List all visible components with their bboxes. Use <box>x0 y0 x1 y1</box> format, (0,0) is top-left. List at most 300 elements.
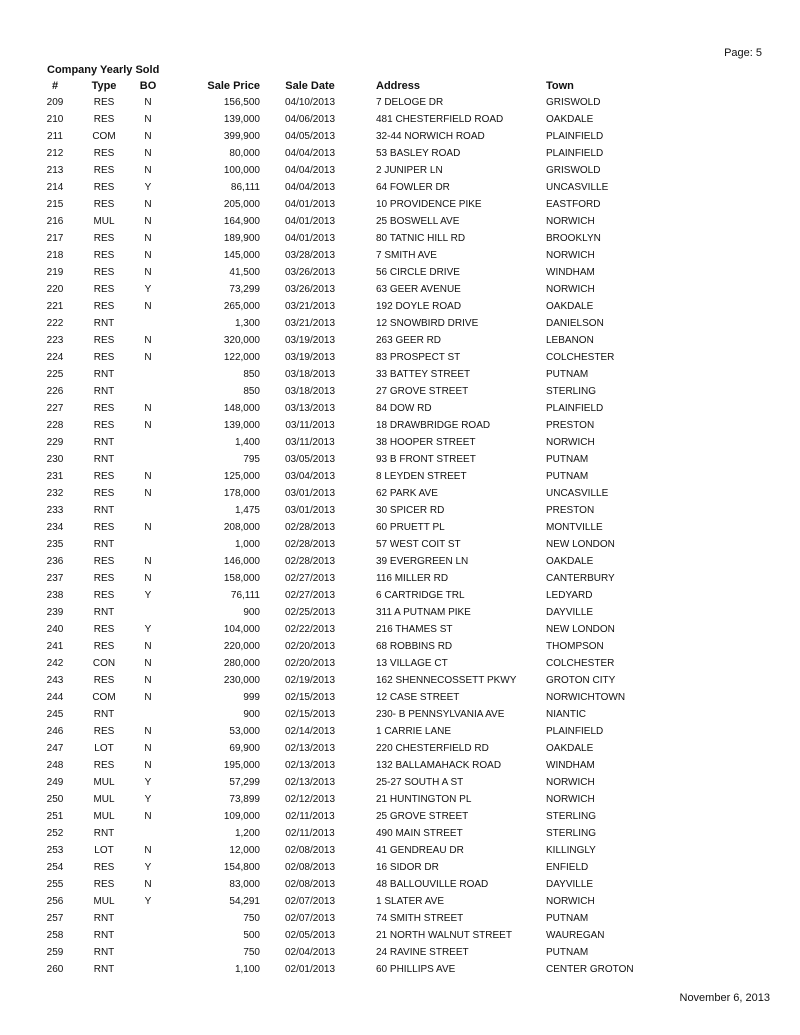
cell-number: 228 <box>46 420 64 431</box>
cell-sale-price: 220,000 <box>223 641 260 652</box>
cell-number: 250 <box>46 794 64 805</box>
cell-town: OAKDALE <box>546 301 594 312</box>
cell-sale-price: 54,291 <box>229 896 260 907</box>
cell-sale-price: 265,000 <box>223 301 260 312</box>
cell-town: STERLING <box>546 828 597 839</box>
cell-number: 238 <box>46 590 64 601</box>
col-header-sale-date: Sale Date <box>285 80 335 92</box>
table-row <box>30 536 650 553</box>
table-row <box>30 570 650 587</box>
cell-address: 116 MILLER RD <box>376 573 449 584</box>
cell-address: 12 SNOWBIRD DRIVE <box>376 318 479 329</box>
table-header-row <box>30 78 650 94</box>
cell-type: RNT <box>93 947 115 958</box>
cell-address: 48 BALLOUVILLE ROAD <box>376 879 489 890</box>
cell-sale-price: 69,900 <box>229 743 260 754</box>
sales-table <box>30 78 650 978</box>
cell-bo <box>128 383 168 400</box>
cell-town: NORWICH <box>546 437 595 448</box>
cell-type: RES <box>93 879 115 890</box>
cell-type: RES <box>93 114 115 125</box>
cell-number: 219 <box>46 267 64 278</box>
cell-address: 74 SMITH STREET <box>376 913 464 924</box>
cell-town: LEDYARD <box>546 590 593 601</box>
cell-sale-price: 41,500 <box>229 267 260 278</box>
cell-bo: Y <box>144 590 152 601</box>
cell-number: 249 <box>46 777 64 788</box>
table-row <box>30 553 650 570</box>
cell-sale-date: 02/14/2013 <box>284 726 336 737</box>
cell-sale-date: 02/28/2013 <box>284 539 336 550</box>
cell-sale-date: 04/01/2013 <box>284 216 336 227</box>
cell-type: RES <box>93 760 115 771</box>
cell-address: 25 BOSWELL AVE <box>376 216 460 227</box>
cell-sale-price: 145,000 <box>223 250 260 261</box>
cell-bo <box>128 366 168 383</box>
cell-address: 60 PRUETT PL <box>376 522 445 533</box>
cell-town: WAUREGAN <box>546 930 605 941</box>
cell-sale-date: 03/21/2013 <box>284 318 336 329</box>
cell-sale-price: 500 <box>243 930 260 941</box>
cell-type: RES <box>93 233 115 244</box>
cell-bo <box>128 536 168 553</box>
table-row <box>30 893 650 910</box>
cell-address: 24 RAVINE STREET <box>376 947 469 958</box>
cell-number: 216 <box>46 216 64 227</box>
cell-sale-price: 205,000 <box>223 199 260 210</box>
cell-sale-price: 53,000 <box>229 726 260 737</box>
cell-town: KILLINGLY <box>546 845 596 856</box>
cell-bo <box>128 825 168 842</box>
cell-sale-price: 750 <box>243 913 260 924</box>
cell-sale-date: 03/13/2013 <box>284 403 336 414</box>
cell-sale-date: 03/19/2013 <box>284 352 336 363</box>
cell-number: 212 <box>46 148 64 159</box>
cell-sale-price: 1,400 <box>234 437 260 448</box>
table-row <box>30 961 650 978</box>
cell-sale-date: 03/21/2013 <box>284 301 336 312</box>
cell-sale-date: 03/18/2013 <box>284 369 336 380</box>
cell-type: MUL <box>93 811 115 822</box>
cell-sale-price: 178,000 <box>223 488 260 499</box>
table-row <box>30 315 650 332</box>
cell-type: RES <box>93 420 115 431</box>
cell-address: 230- B PENNSYLVANIA AVE <box>376 709 505 720</box>
cell-type: COM <box>92 692 116 703</box>
cell-town: UNCASVILLE <box>546 182 609 193</box>
cell-bo: N <box>144 743 152 754</box>
cell-bo: N <box>144 573 152 584</box>
cell-bo: N <box>144 131 152 142</box>
cell-number: 254 <box>46 862 64 873</box>
cell-number: 258 <box>46 930 64 941</box>
cell-type: RNT <box>93 607 115 618</box>
cell-number: 233 <box>46 505 64 516</box>
cell-address: 56 CIRCLE DRIVE <box>376 267 460 278</box>
cell-bo: N <box>144 879 152 890</box>
cell-address: 41 GENDREAU DR <box>376 845 464 856</box>
cell-number: 251 <box>46 811 64 822</box>
cell-bo <box>128 927 168 944</box>
table-row <box>30 910 650 927</box>
cell-town: DAYVILLE <box>546 607 594 618</box>
cell-type: RNT <box>93 437 115 448</box>
cell-town: PUTNAM <box>546 471 589 482</box>
cell-sale-date: 02/15/2013 <box>284 692 336 703</box>
cell-bo: N <box>144 233 152 244</box>
cell-town: NORWICH <box>546 794 595 805</box>
report-title: Company Yearly Sold <box>47 64 160 76</box>
cell-address: 83 PROSPECT ST <box>376 352 461 363</box>
cell-type: RES <box>93 199 115 210</box>
cell-sale-date: 03/11/2013 <box>285 420 335 431</box>
cell-bo: N <box>144 301 152 312</box>
table-row <box>30 774 650 791</box>
table-row <box>30 502 650 519</box>
cell-type: RES <box>93 335 115 346</box>
cell-number: 236 <box>46 556 64 567</box>
cell-bo: N <box>144 335 152 346</box>
cell-sale-date: 02/20/2013 <box>284 641 336 652</box>
cell-type: RES <box>93 624 115 635</box>
cell-bo: N <box>144 556 152 567</box>
cell-town: BROOKLYN <box>546 233 601 244</box>
cell-sale-date: 03/11/2013 <box>285 437 335 448</box>
cell-town: PUTNAM <box>546 454 589 465</box>
cell-town: WINDHAM <box>546 267 595 278</box>
cell-town: PUTNAM <box>546 913 589 924</box>
cell-bo: N <box>144 692 152 703</box>
cell-type: LOT <box>94 845 114 856</box>
cell-sale-price: 125,000 <box>223 471 260 482</box>
cell-number: 222 <box>46 318 64 329</box>
cell-sale-date: 02/05/2013 <box>284 930 336 941</box>
cell-town: PLAINFIELD <box>546 726 604 737</box>
cell-address: 490 MAIN STREET <box>376 828 463 839</box>
cell-sale-price: 1,100 <box>234 964 260 975</box>
cell-address: 7 DELOGE DR <box>376 97 444 108</box>
cell-sale-date: 02/08/2013 <box>284 879 336 890</box>
cell-town: COLCHESTER <box>546 658 615 669</box>
table-row <box>30 655 650 672</box>
col-header-type: Type <box>91 80 117 92</box>
cell-bo: N <box>144 641 152 652</box>
table-row <box>30 757 650 774</box>
cell-sale-date: 03/26/2013 <box>284 267 336 278</box>
cell-number: 231 <box>46 471 64 482</box>
cell-town: NORWICH <box>546 777 595 788</box>
cell-address: 27 GROVE STREET <box>376 386 469 397</box>
cell-bo: Y <box>144 777 152 788</box>
cell-type: RES <box>93 556 115 567</box>
cell-sale-date: 03/19/2013 <box>284 335 336 346</box>
table-row <box>30 298 650 315</box>
cell-sale-price: 156,500 <box>223 97 260 108</box>
cell-sale-date: 04/01/2013 <box>284 233 336 244</box>
table-row <box>30 366 650 383</box>
cell-bo: Y <box>144 862 152 873</box>
cell-sale-price: 12,000 <box>229 845 260 856</box>
cell-address: 220 CHESTERFIELD RD <box>376 743 489 754</box>
cell-bo: N <box>144 199 152 210</box>
table-row <box>30 621 650 638</box>
cell-type: RES <box>93 641 115 652</box>
cell-number: 248 <box>46 760 64 771</box>
cell-address: 60 PHILLIPS AVE <box>376 964 456 975</box>
cell-number: 243 <box>46 675 64 686</box>
cell-number: 253 <box>46 845 64 856</box>
cell-number: 239 <box>46 607 64 618</box>
col-header-bo: BO <box>139 80 157 92</box>
cell-sale-date: 04/04/2013 <box>284 182 336 193</box>
cell-sale-date: 02/04/2013 <box>284 947 336 958</box>
table-row <box>30 485 650 502</box>
cell-town: UNCASVILLE <box>546 488 609 499</box>
cell-sale-date: 04/01/2013 <box>284 199 336 210</box>
cell-type: RNT <box>93 539 115 550</box>
cell-sale-price: 109,000 <box>223 811 260 822</box>
cell-sale-price: 280,000 <box>223 658 260 669</box>
cell-town: ENFIELD <box>546 862 589 873</box>
cell-sale-date: 04/04/2013 <box>284 165 336 176</box>
cell-sale-price: 158,000 <box>223 573 260 584</box>
cell-type: RES <box>93 522 115 533</box>
cell-town: NORWICH <box>546 250 595 261</box>
cell-bo: N <box>144 165 152 176</box>
cell-sale-date: 02/12/2013 <box>284 794 336 805</box>
cell-number: 235 <box>46 539 64 550</box>
table-row <box>30 179 650 196</box>
cell-number: 230 <box>46 454 64 465</box>
col-header-number: # <box>51 80 59 92</box>
cell-bo <box>128 706 168 723</box>
cell-town: DANIELSON <box>546 318 604 329</box>
cell-number: 244 <box>46 692 64 703</box>
table-row <box>30 196 650 213</box>
cell-sale-date: 03/28/2013 <box>284 250 336 261</box>
cell-bo <box>128 604 168 621</box>
cell-sale-price: 189,900 <box>223 233 260 244</box>
cell-address: 21 HUNTINGTON PL <box>376 794 472 805</box>
cell-bo: Y <box>144 896 152 907</box>
cell-type: RES <box>93 590 115 601</box>
cell-type: RES <box>93 148 115 159</box>
cell-type: RNT <box>93 369 115 380</box>
cell-sale-price: 850 <box>243 386 260 397</box>
cell-town: PRESTON <box>546 505 595 516</box>
cell-town: LEBANON <box>546 335 594 346</box>
cell-sale-date: 03/01/2013 <box>284 488 336 499</box>
cell-type: RNT <box>93 913 115 924</box>
cell-bo: N <box>144 522 152 533</box>
cell-sale-date: 03/01/2013 <box>284 505 336 516</box>
cell-address: 25-27 SOUTH A ST <box>376 777 464 788</box>
table-row <box>30 808 650 825</box>
cell-address: 311 A PUTNAM PIKE <box>376 607 471 618</box>
table-row <box>30 876 650 893</box>
cell-sale-date: 04/06/2013 <box>284 114 336 125</box>
cell-type: RES <box>93 250 115 261</box>
cell-number: 218 <box>46 250 64 261</box>
cell-sale-date: 03/18/2013 <box>284 386 336 397</box>
col-header-town: Town <box>546 80 574 92</box>
table-row <box>30 111 650 128</box>
cell-town: NORWICHTOWN <box>546 692 626 703</box>
cell-number: 229 <box>46 437 64 448</box>
cell-sale-date: 02/07/2013 <box>284 896 336 907</box>
cell-number: 240 <box>46 624 64 635</box>
cell-town: NORWICH <box>546 896 595 907</box>
table-row <box>30 128 650 145</box>
cell-bo: N <box>144 811 152 822</box>
cell-number: 241 <box>46 641 64 652</box>
cell-address: 132 BALLAMAHACK ROAD <box>376 760 502 771</box>
cell-bo: N <box>144 488 152 499</box>
table-row <box>30 927 650 944</box>
table-row <box>30 230 650 247</box>
cell-address: 18 DRAWBRIDGE ROAD <box>376 420 491 431</box>
cell-town: WINDHAM <box>546 760 595 771</box>
cell-sale-price: 1,300 <box>234 318 260 329</box>
cell-town: NORWICH <box>546 216 595 227</box>
table-row <box>30 689 650 706</box>
cell-number: 226 <box>46 386 64 397</box>
table-row <box>30 247 650 264</box>
cell-sale-date: 02/11/2013 <box>285 811 335 822</box>
cell-sale-date: 02/01/2013 <box>284 964 336 975</box>
cell-address: 263 GEER RD <box>376 335 442 346</box>
cell-sale-date: 02/13/2013 <box>284 760 336 771</box>
cell-number: 220 <box>46 284 64 295</box>
cell-type: RNT <box>93 454 115 465</box>
table-row <box>30 162 650 179</box>
cell-sale-date: 03/26/2013 <box>284 284 336 295</box>
cell-bo <box>128 502 168 519</box>
table-row <box>30 213 650 230</box>
cell-number: 213 <box>46 165 64 176</box>
cell-number: 256 <box>46 896 64 907</box>
cell-address: 481 CHESTERFIELD ROAD <box>376 114 504 125</box>
cell-sale-date: 02/27/2013 <box>284 590 336 601</box>
cell-sale-price: 146,000 <box>223 556 260 567</box>
cell-type: RES <box>93 675 115 686</box>
cell-type: RNT <box>93 505 115 516</box>
cell-address: 6 CARTRIDGE TRL <box>376 590 465 601</box>
cell-sale-price: 999 <box>243 692 260 703</box>
cell-address: 39 EVERGREEN LN <box>376 556 469 567</box>
cell-sale-price: 164,900 <box>223 216 260 227</box>
footer-date: November 6, 2013 <box>679 992 770 1004</box>
cell-town: PLAINFIELD <box>546 131 604 142</box>
cell-type: RES <box>93 726 115 737</box>
cell-address: 62 PARK AVE <box>376 488 438 499</box>
cell-address: 7 SMITH AVE <box>376 250 437 261</box>
cell-sale-date: 04/10/2013 <box>284 97 336 108</box>
cell-number: 215 <box>46 199 64 210</box>
cell-type: RES <box>93 488 115 499</box>
table-row <box>30 723 650 740</box>
cell-address: 16 SIDOR DR <box>376 862 439 873</box>
cell-sale-date: 02/19/2013 <box>284 675 336 686</box>
cell-bo <box>128 961 168 978</box>
table-row <box>30 740 650 757</box>
cell-number: 255 <box>46 879 64 890</box>
cell-town: DAYVILLE <box>546 879 594 890</box>
cell-sale-price: 900 <box>243 607 260 618</box>
cell-bo <box>128 944 168 961</box>
cell-sale-date: 02/25/2013 <box>284 607 336 618</box>
cell-address: 216 THAMES ST <box>376 624 453 635</box>
table-row <box>30 519 650 536</box>
cell-town: CENTER GROTON <box>546 964 634 975</box>
cell-number: 227 <box>46 403 64 414</box>
table-row <box>30 349 650 366</box>
cell-sale-price: 122,000 <box>223 352 260 363</box>
cell-type: RES <box>93 165 115 176</box>
cell-sale-price: 850 <box>243 369 260 380</box>
cell-number: 234 <box>46 522 64 533</box>
cell-sale-price: 80,000 <box>229 148 260 159</box>
cell-type: MUL <box>93 777 115 788</box>
cell-sale-date: 02/27/2013 <box>284 573 336 584</box>
cell-sale-price: 1,200 <box>234 828 260 839</box>
cell-number: 246 <box>46 726 64 737</box>
table-row <box>30 468 650 485</box>
cell-type: RES <box>93 301 115 312</box>
cell-sale-date: 02/15/2013 <box>284 709 336 720</box>
cell-type: RES <box>93 182 115 193</box>
cell-address: 57 WEST COIT ST <box>376 539 461 550</box>
cell-address: 53 BASLEY ROAD <box>376 148 461 159</box>
cell-address: 25 GROVE STREET <box>376 811 469 822</box>
cell-address: 38 HOOPER STREET <box>376 437 476 448</box>
cell-type: RNT <box>93 386 115 397</box>
cell-address: 32-44 NORWICH ROAD <box>376 131 485 142</box>
cell-bo: N <box>144 216 152 227</box>
cell-sale-price: 76,111 <box>230 590 260 601</box>
cell-address: 162 SHENNECOSSETT PKWY <box>376 675 517 686</box>
cell-sale-date: 04/05/2013 <box>284 131 336 142</box>
cell-type: RES <box>93 862 115 873</box>
col-header-address: Address <box>376 80 421 92</box>
cell-town: PUTNAM <box>546 947 589 958</box>
cell-address: 84 DOW RD <box>376 403 432 414</box>
cell-town: GROTON CITY <box>546 675 616 686</box>
cell-address: 12 CASE STREET <box>376 692 460 703</box>
cell-town: NEW LONDON <box>546 624 615 635</box>
cell-town: GRISWOLD <box>546 97 601 108</box>
cell-town: EASTFORD <box>546 199 601 210</box>
cell-sale-price: 73,299 <box>229 284 260 295</box>
cell-sale-price: 195,000 <box>223 760 260 771</box>
cell-sale-date: 02/08/2013 <box>284 845 336 856</box>
cell-sale-date: 02/13/2013 <box>284 743 336 754</box>
cell-type: RNT <box>93 964 115 975</box>
cell-town: OAKDALE <box>546 556 594 567</box>
table-row <box>30 332 650 349</box>
cell-type: COM <box>92 131 116 142</box>
cell-town: NORWICH <box>546 284 595 295</box>
cell-type: MUL <box>93 896 115 907</box>
table-row <box>30 451 650 468</box>
cell-address: 68 ROBBINS RD <box>376 641 453 652</box>
table-row <box>30 587 650 604</box>
cell-sale-date: 04/04/2013 <box>284 148 336 159</box>
cell-bo: Y <box>144 284 152 295</box>
cell-type: RNT <box>93 828 115 839</box>
cell-number: 210 <box>46 114 64 125</box>
table-row <box>30 264 650 281</box>
